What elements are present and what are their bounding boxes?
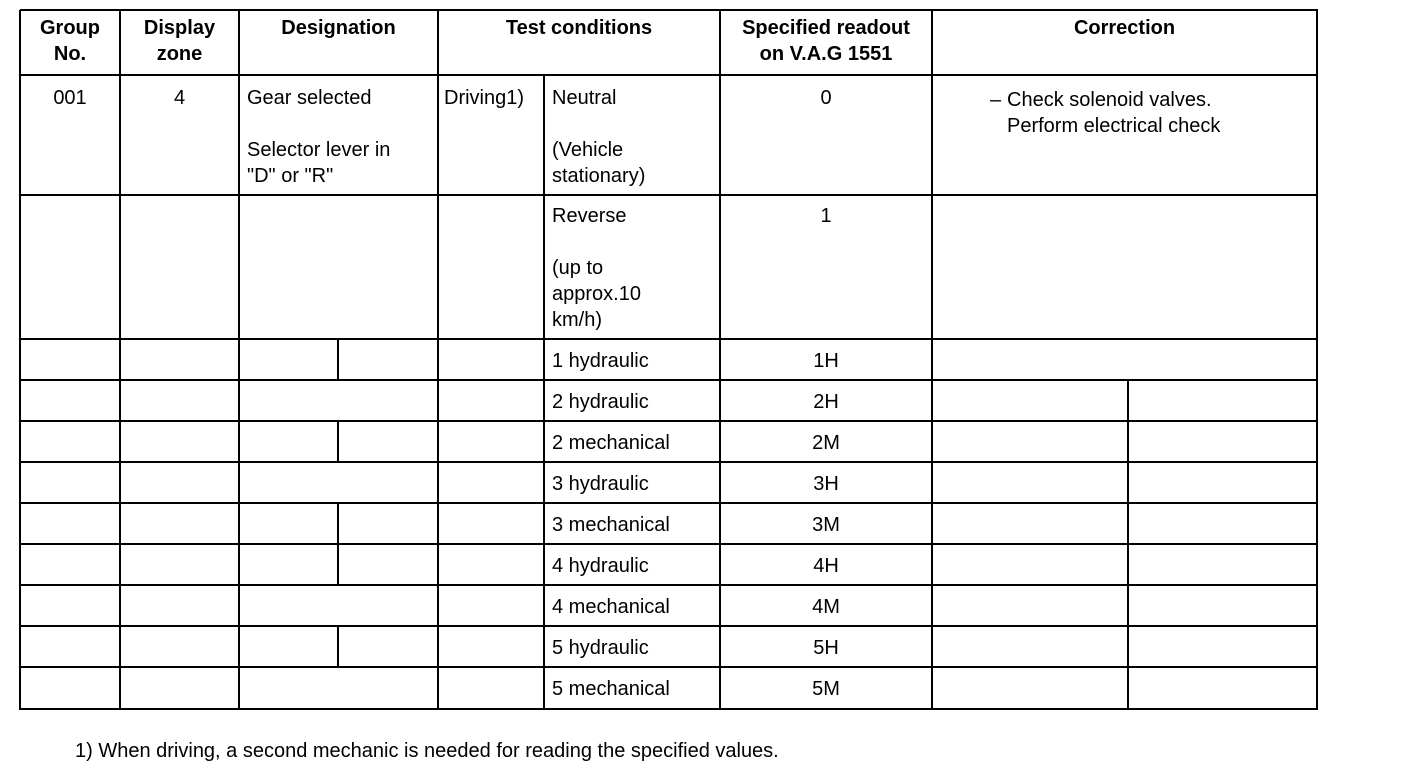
row1-condition: Driving1) <box>444 87 525 109</box>
grid-vline <box>1316 10 1318 710</box>
grid-hline <box>20 74 1318 76</box>
gear-row-9-readout: 5M <box>812 678 840 700</box>
gear-row-6-label: 4 hydraulic <box>552 555 649 577</box>
grid-hline <box>20 420 1318 422</box>
gear-row-8-label: 5 hydraulic <box>552 637 649 659</box>
gear-row-1-readout: 1H <box>813 350 839 372</box>
grid-vline <box>931 10 933 710</box>
grid-hline <box>20 708 1318 710</box>
gear-row-4-label: 3 hydraulic <box>552 473 649 495</box>
row1-designation: Gear selected Selector lever in "D" or "R" <box>247 87 391 187</box>
gear-row-3-label: 2 mechanical <box>552 432 670 454</box>
gear-row-5-readout: 3M <box>812 514 840 536</box>
gear-row-1-label: 1 hydraulic <box>552 350 649 372</box>
grid-hline <box>20 379 1318 381</box>
grid-vline <box>337 339 339 381</box>
header-designation: Designation <box>281 17 396 39</box>
footnote: 1) When driving, a second mechanic is needed for reading the specified values. <box>75 740 779 762</box>
grid-hline <box>20 502 1318 504</box>
row1-correction: – Check solenoid valves. Perform electrical check <box>990 89 1221 137</box>
grid-vline <box>543 75 545 710</box>
grid-vline <box>19 10 21 710</box>
row1-readout: 0 <box>820 87 832 109</box>
grid-vline <box>119 10 121 710</box>
row1-gear: Neutral (Vehicle stationary) <box>552 87 646 187</box>
grid-vline <box>238 10 240 710</box>
gear-row-2-label: 2 hydraulic <box>552 391 649 413</box>
gear-row-8-readout: 5H <box>813 637 839 659</box>
grid-hline <box>20 9 1318 11</box>
grid-hline <box>20 461 1318 463</box>
header-test-conditions: Test conditions <box>505 17 653 39</box>
row1-display-zone: 4 <box>173 87 186 109</box>
gear-row-6-readout: 4H <box>813 555 839 577</box>
gear-row-4-readout: 3H <box>813 473 839 495</box>
row1-group-no: 001 <box>53 87 87 109</box>
row2-readout: 1 <box>820 205 832 227</box>
gear-row-7-label: 4 mechanical <box>552 596 670 618</box>
gear-row-9-label: 5 mechanical <box>552 678 670 700</box>
gear-row-7-readout: 4M <box>812 596 840 618</box>
grid-vline <box>337 626 339 668</box>
grid-vline <box>337 503 339 545</box>
grid-hline <box>20 666 1318 668</box>
header-correction: Correction <box>1073 17 1176 39</box>
header-display-zone: Display zone <box>143 17 216 65</box>
row2-gear: Reverse (up to approx.10 km/h) <box>552 205 641 331</box>
gear-row-2-readout: 2H <box>813 391 839 413</box>
grid-hline <box>20 584 1318 586</box>
grid-hline <box>20 625 1318 627</box>
header-group-no: Group No. <box>40 17 100 65</box>
grid-vline <box>337 421 339 463</box>
gear-row-5-label: 3 mechanical <box>552 514 670 536</box>
grid-vline <box>437 10 439 710</box>
grid-vline <box>337 544 339 586</box>
grid-vline <box>1127 380 1129 710</box>
gear-row-3-readout: 2M <box>812 432 840 454</box>
grid-vline <box>719 10 721 710</box>
grid-hline <box>20 338 1318 340</box>
header-specified-readout: Specified readout on V.A.G 1551 <box>742 17 910 65</box>
grid-hline <box>20 543 1318 545</box>
correction-bullet: – <box>990 89 1002 111</box>
grid-hline <box>20 194 1318 196</box>
